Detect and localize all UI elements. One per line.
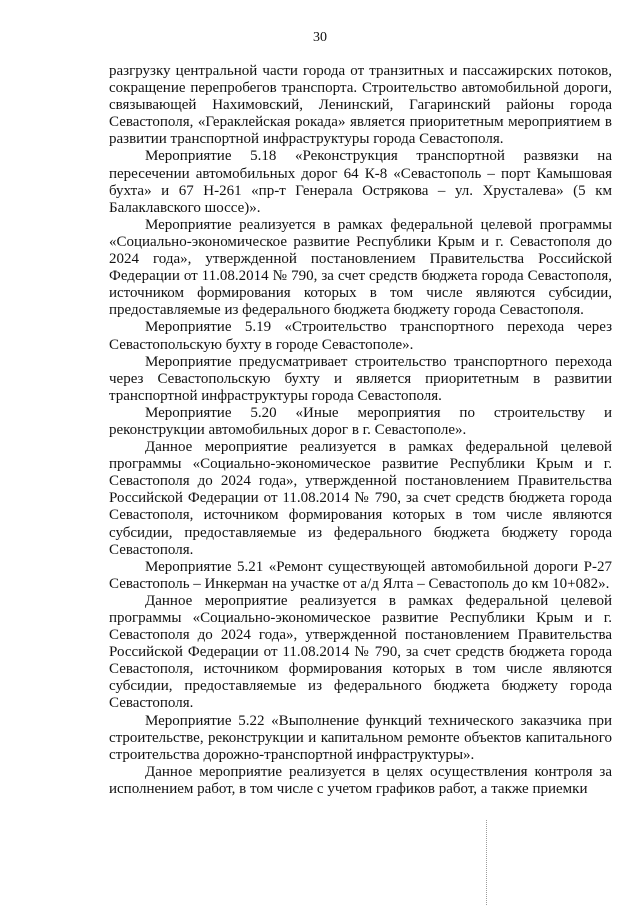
paragraph-measure-5-22: Мероприятие 5.22 «Выполнение функций технического заказчика при строительстве, реконструкции и капитальном ремонте объектов капитального строительства дорожно-транспортной инфраструктуры». (109, 712, 612, 763)
page-number: 30 (313, 30, 327, 45)
paragraph-measure-5-21: Мероприятие 5.21 «Ремонт существующей автомобильной дороги Р-27 Севастополь – Инкерман на участке от а/д Ялта – Севастополь до км 10+082». (109, 558, 612, 592)
paragraph-measure-5-19: Мероприятие 5.19 «Строительство транспортного перехода через Севастопольскую бухту в городе Севастополе». (109, 319, 612, 353)
paragraph-measure-5-21-funding: Данное мероприятие реализуется в рамках федеральной целевой программы «Социально-экономическое развитие Республики Крым и г. Севастополя до 2024 года», утвержденной постановлением Правительства Российской Федерации от 11.08.2014 № 790, за счет средств бюджета города Севастополя, источником формирования которых в том числе являются субсидии, предоставляемые из федерального бюджета бюджету города Севастополя. (109, 592, 612, 712)
paragraph-continuation: разгрузку центральной части города от транзитных и пассажирских потоков, сокращение перепробегов транспорта. Строительство автомобильной дороги, связывающей Нахимовский, Ленинский, Гагаринский районы города Севастополя, «Гераклейская рокада» является приоритетным мероприятием в развитии транспортной инфраструктуры города Севастополя. (109, 63, 612, 148)
paragraph-measure-5-18-funding: Мероприятие реализуется в рамках федеральной целевой программы «Социально-экономическое развитие Республики Крым и г. Севастополя до 2024 года», утвержденной постановлением Правительства Российской Федерации от 11.08.2014 № 790, за счет средств бюджета города Севастополя, источником формирования которых в том числе являются субсидии, предоставляемые из федерального бюджета бюджету города Севастополя. (109, 216, 612, 319)
paragraph-measure-5-22-description: Данное мероприятие реализуется в целях осуществления контроля за исполнением работ, в том числе с учетом графиков работ, а также приемки (109, 763, 612, 797)
paragraph-measure-5-20: Мероприятие 5.20 «Иные мероприятия по строительству и реконструкции автомобильных дорог в г. Севастополе». (109, 404, 612, 438)
document-body (109, 63, 612, 798)
paragraph-measure-5-19-description: Мероприятие предусматривает строительство транспортного перехода через Севастопольскую бухту и является приоритетным в развитии транспортной инфраструктуры города Севастополя. (109, 353, 612, 404)
paragraph-measure-5-18: Мероприятие 5.18 «Реконструкция транспортной развязки на пересечении автомобильных дорог 64 К-8 «Севастополь – порт Камышовая бухта» и 67 Н-261 «пр-т Генерала Острякова – ул. Хрусталева» (5 км Балаклавского шоссе)». (109, 148, 612, 216)
paragraph-measure-5-20-funding: Данное мероприятие реализуется в рамках федеральной целевой программы «Социально-экономическое развитие Республики Крым и г. Севастополя до 2024 года», утвержденной постановлением Правительства Российской Федерации от 11.08.2014 № 790, за счет средств бюджета города Севастополя, источником формирования которых в том числе являются субсидии, предоставляемые из федерального бюджета бюджету города Севастополя. (109, 439, 612, 558)
scan-artifact-line (486, 820, 487, 905)
